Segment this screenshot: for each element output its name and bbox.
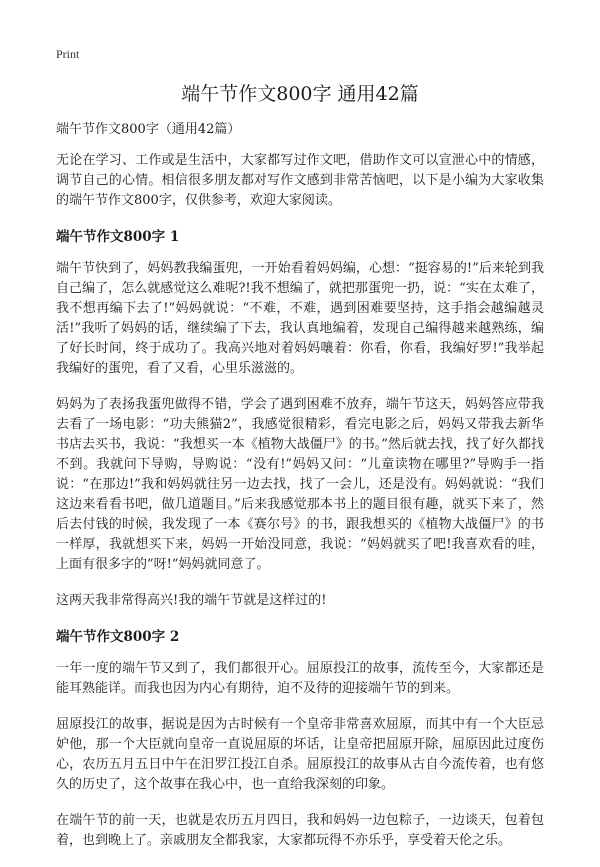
paragraph: 端午节快到了，妈妈教我编蛋兜，一开始看着妈妈编，心想：“挺容易的!”后来轮到我自己编了，怎么就感觉这么难呢?!我不想编了，就把那蛋兜一扔，说：“实在太难了，我不想再编下去了!”妈妈就说：“不难，不难，遇到困难要坚持，这手指会越编越灵活!”我听了妈妈的话，继续编了下去，我认真地编着，发现自己编得越来越熟练，编了好长时间，终于成功了。我高兴地对着妈妈嚷着：你看，你看，我编好罗!”我举起我编好的蛋兜，看了又看，心里乐滋滋的。: [56, 261, 544, 376]
section-heading: 端午节作文800字 1: [56, 229, 180, 245]
document-subtitle: 端午节作文800字（通用42篇）: [56, 122, 241, 137]
paragraph: 屈原投江的故事，据说是因为古时候有一个皇帝非常喜欢屈原，而其中有一个大臣忌妒他，那一个大臣就向皇帝一直说屈原的坏话，让皇帝把屈原开除，屈原因此过度伤心，农历五月五日中午在汨罗江投江自杀。屈原投江的故事从古自今流传着，也有悠久的历史了，这个故事在我心中，也一直给我深刻的印象。: [56, 717, 544, 792]
document-body: [56, 120, 544, 867]
intro-paragraph: 无论在学习、工作或是生活中，大家都写过作文吧，借助作文可以宣泄心中的情感，调节自己的心情。相信很多朋友都对写作文感到非常苦恼吧，以下是小编为大家收集的端午节作文800字，仅供参考，欢迎大家阅读。: [56, 153, 544, 208]
paragraph: 妈妈为了表扬我蛋兜做得不错，学会了遇到困难不放弃，端午节这天，妈妈答应带我去看了一场电影：“功夫熊猫2”，我感觉很精彩，看完电影之后，妈妈又带我去新华书店去买书，我说：“我想买一本《植物大战僵尸》的书。”然后就去找，找了好久都找不到。我就问下导购，导购说：“没有!”妈妈又问：“儿童读物在哪里?”导购手一指说：“在那边!”我和妈妈就往另一边去找，找了一会儿，还是没有。妈妈就说：“我们这边来看看书吧，做几道题目。”后来我感觉那本书上的题目很有趣，就买下来了，然后去付钱的时候，我发现了一本《赛尔号》的书，跟我想买的《植物大战僵尸》的书一样厚，我就想买下来，妈妈一开始没同意，我说：“妈妈就买了吧!我喜欢看的哇，上面有很多字的”呀!”妈妈就同意了。: [56, 397, 544, 572]
paragraph: 一年一度的端午节又到了，我们都很开心。屈原投江的故事，流传至今，大家都还是能耳熟能详。而我也因为内心有期待，迫不及待的迎接端午节的到来。: [56, 661, 544, 696]
paragraph: 在端午节的前一天，也就是农历五月四日，我和妈妈一边包粽子，一边谈天，包着包着，也到晚上了。亲戚朋友全都我家，大家都玩得不亦乐乎，享受着天伦之乐。: [56, 813, 544, 848]
section-heading: 端午节作文800字 2: [56, 629, 180, 645]
page-title: 端午节作文800字 通用42篇: [181, 83, 419, 105]
paragraph: 这两天我非常得高兴!我的端午节就是这样过的!: [56, 593, 327, 608]
print-label: Print: [56, 47, 80, 61]
